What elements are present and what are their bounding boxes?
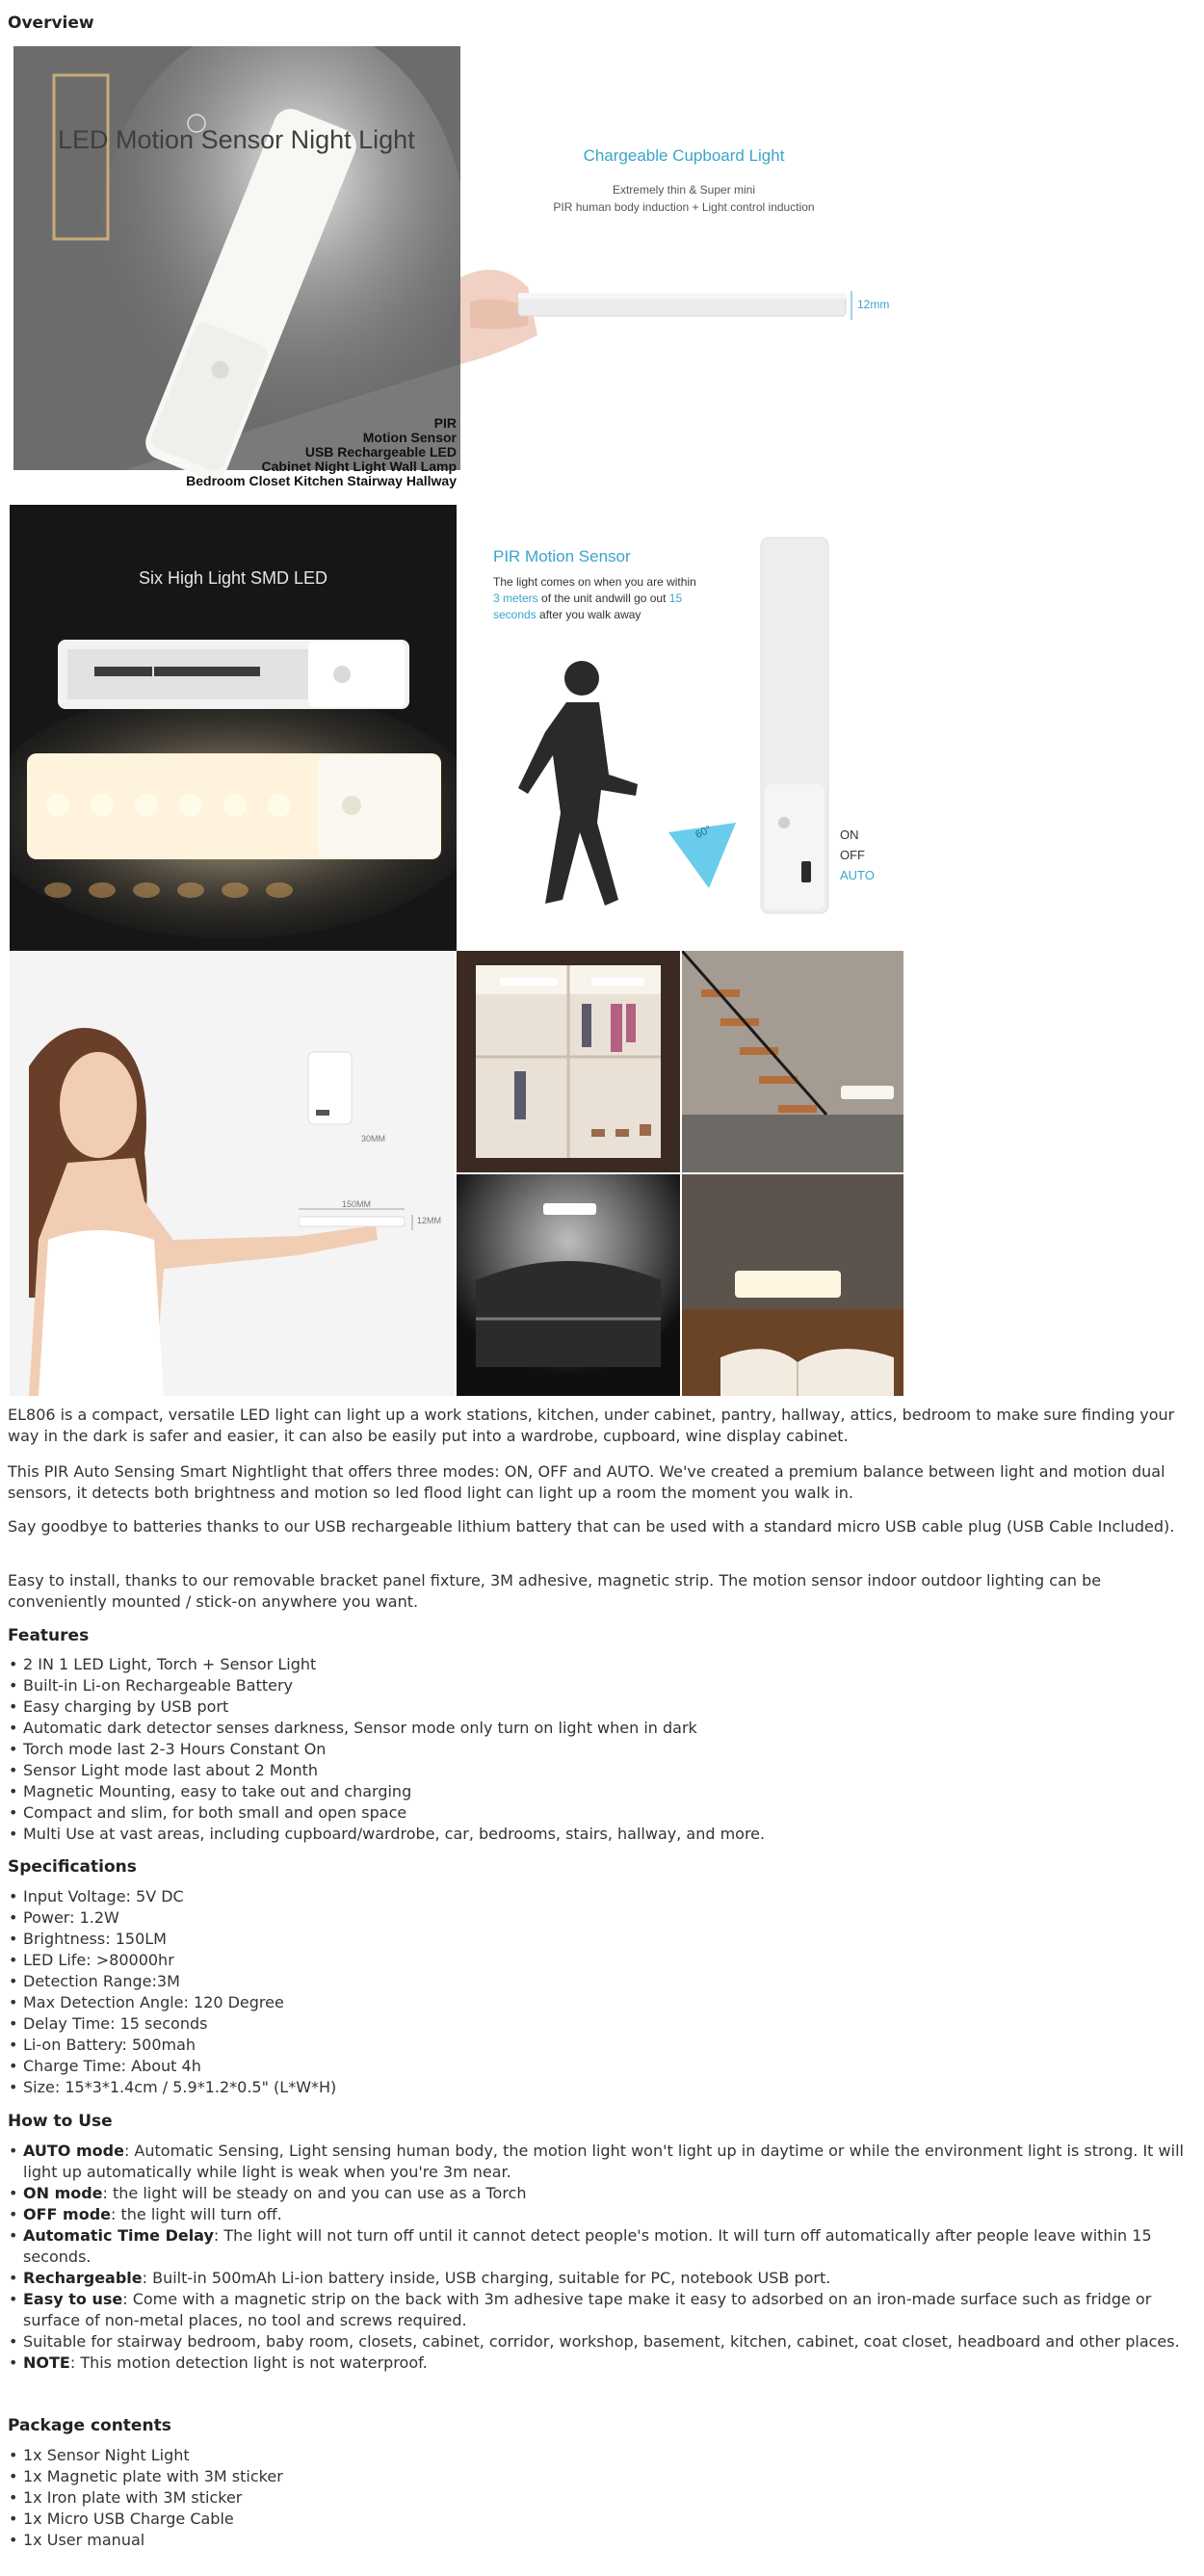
product-image-car-trunk [457, 1174, 680, 1396]
howto-item-text: : This motion detection light is not waterproof. [69, 2353, 428, 2372]
list-item: • Li-on Battery: 500mah [8, 2035, 1188, 2056]
img1-caption: Bedroom Closet Kitchen Stairway Hallway [186, 473, 457, 488]
list-item [8, 2289, 1188, 2331]
howto-item-text: : the light will be steady on and you can use as a Torch [102, 2184, 527, 2202]
howto-list [8, 2141, 1188, 2374]
img4-text-highlight: seconds [493, 608, 537, 621]
howto-item-text: : Built-in 500mAh Li-ion battery inside, USB charging, suitable for PC, notebook USB port. [142, 2269, 831, 2287]
list-item: • Magnetic Mounting, easy to take out and charging [8, 1781, 1188, 1802]
img2-line2: PIR human body induction + Light control induction [553, 200, 815, 214]
package-heading: Package contents [8, 2416, 171, 2435]
list-item: • Automatic dark detector senses darkness, Sensor mode only turn on light when in dark [8, 1718, 1188, 1739]
img4-switch-auto: AUTO [840, 868, 875, 882]
list-item: • Max Detection Angle: 120 Degree [8, 1992, 1188, 2013]
img4-title: PIR Motion Sensor [493, 547, 631, 565]
list-item [8, 2331, 1188, 2353]
img5-dim-height: 12MM [417, 1216, 442, 1225]
list-item: • Built-in Li-on Rechargeable Battery [8, 1675, 1188, 1696]
img1-caption: USB Rechargeable LED [304, 444, 457, 460]
howto-item-text: : The light will not turn off until it cannot detect people's motion. It will turn off automatically after people leave within 15 seconds. [23, 2226, 1152, 2266]
list-item: • 1x Magnetic plate with 3M sticker [8, 2466, 1188, 2487]
list-item: • Power: 1.2W [8, 1907, 1188, 1929]
list-item: • 1x Iron plate with 3M sticker [8, 2487, 1188, 2509]
img5-dim-length: 150MM [342, 1199, 372, 1209]
img4-text: of the unit andwill go out [537, 591, 669, 605]
img4-text: after you walk away [536, 608, 641, 621]
list-item: • Brightness: 150LM [8, 1929, 1188, 1950]
list-item: • Detection Range:3M [8, 1971, 1188, 1992]
list-item [8, 2141, 1188, 2183]
howto-item-text: Suitable for stairway bedroom, baby room, closets, cabinet, corridor, workshop, basement, kitchen, cabinet, coat closet, headboard and other places. [23, 2332, 1180, 2351]
product-image-woman [10, 951, 455, 1396]
product-image-stairs [682, 951, 903, 1172]
specifications-list [8, 1886, 1188, 2098]
howto-item-label: Automatic Time Delay [23, 2226, 214, 2245]
howto-item-label: OFF mode [23, 2205, 111, 2223]
howto-item-label: Rechargeable [23, 2269, 143, 2287]
list-item: • Input Voltage: 5V DC [8, 1886, 1188, 1907]
img5-dim-top: 30MM [361, 1134, 386, 1143]
specifications-heading: Specifications [8, 1857, 137, 1877]
list-item: • Multi Use at vast areas, including cupboard/wardrobe, car, bedrooms, stairs, hallway, and more. [8, 1824, 1188, 1845]
intro-paragraph: EL806 is a compact, versatile LED light can light up a work stations, kitchen, under cabinet, pantry, hallway, attics, bedroom to make sure finding your way in the dark is safer and easier, it can also be easily put into a wardrobe, cupboard, wine display cabinet. [8, 1406, 1175, 1445]
intro-paragraph: Say goodbye to batteries thanks to our USB rechargeable lithium battery that can be used with a standard micro USB cable plug (USB Cable Included). [8, 1517, 1175, 1536]
features-list [8, 1654, 1188, 1845]
img2-line1: Extremely thin & Super mini [612, 183, 756, 197]
img1-caption: Cabinet Night Light Wall Lamp [261, 459, 457, 474]
product-image-cupboard-light [460, 46, 907, 505]
img1-caption: PIR [433, 415, 457, 431]
product-image-book [682, 1174, 903, 1396]
list-item [8, 2268, 1188, 2289]
list-item: • Size: 15*3*1.4cm / 5.9*1.2*0.5" (L*W*H) [8, 2077, 1188, 2098]
img2-title: Chargeable Cupboard Light [583, 146, 785, 165]
intro-paragraph: Easy to install, thanks to our removable bracket panel fixture, 3M adhesive, magnetic strip. The motion sensor indoor outdoor lighting can be conveniently mounted / stick-on anywhere you want. [8, 1571, 1102, 1611]
product-image-night-light [13, 46, 460, 505]
howto-item-label: ON mode [23, 2184, 103, 2202]
img4-angle: 60° [694, 824, 714, 841]
list-item: • 1x Sensor Night Light [8, 2445, 1188, 2466]
product-image-closet [457, 951, 680, 1172]
list-item: • Torch mode last 2-3 Hours Constant On [8, 1739, 1188, 1760]
howto-item-label: NOTE [23, 2353, 70, 2372]
howto-item-text: : the light will turn off. [111, 2205, 282, 2223]
img4-text-line: The light comes on when you are within [493, 575, 696, 589]
product-image-smd-led [10, 505, 457, 951]
features-heading: Features [8, 1626, 90, 1645]
img4-text-highlight: 3 meters [493, 591, 538, 605]
list-item: • 2 IN 1 LED Light, Torch + Sensor Light [8, 1654, 1188, 1675]
list-item [8, 2183, 1188, 2204]
intro-paragraph: This PIR Auto Sensing Smart Nightlight that offers three modes: ON, OFF and AUTO. We've created a premium balance between light and motion dual sensors, it detects both brightness and motion so led flood light can light up a room the moment you walk in. [8, 1462, 1165, 1502]
howto-item-text: : Come with a magnetic strip on the back with 3m adhesive tape make it easy to adsorbed on an iron-made surface such as fridge or surface of non-metal places, no tool and screws required. [23, 2290, 1152, 2329]
img3-title: Six High Light SMD LED [138, 568, 328, 588]
list-item: • 1x Micro USB Charge Cable [8, 2509, 1188, 2530]
img4-switch-off: OFF [840, 848, 865, 862]
list-item [8, 2353, 1188, 2374]
list-item: • 1x User manual [8, 2530, 1188, 2551]
overview-heading: Overview [8, 13, 94, 33]
howto-item-label: Easy to use [23, 2290, 123, 2308]
list-item: • LED Life: >80000hr [8, 1950, 1188, 1971]
list-item: • Sensor Light mode last about 2 Month [8, 1760, 1188, 1781]
howto-item-text: : Automatic Sensing, Light sensing human body, the motion light won't light up in daytime or while the environment light is strong. It will light up automatically while light is weak when you're 3m near. [23, 2142, 1184, 2181]
img1-caption: Motion Sensor [362, 430, 457, 445]
list-item [8, 2204, 1188, 2225]
package-list [8, 2445, 1188, 2551]
img4-text-highlight: 15 [668, 591, 683, 605]
howto-item-label: AUTO mode [23, 2142, 124, 2160]
img2-dimension: 12mm [857, 298, 890, 311]
list-item: • Easy charging by USB port [8, 1696, 1188, 1718]
list-item: • Delay Time: 15 seconds [8, 2013, 1188, 2035]
list-item [8, 2225, 1188, 2268]
howto-heading: How to Use [8, 2112, 113, 2131]
img1-title: LED Motion Sensor Night Light [58, 125, 415, 154]
list-item: • Charge Time: About 4h [8, 2056, 1188, 2077]
list-item: • Compact and slim, for both small and open space [8, 1802, 1188, 1824]
img4-switch-on: ON [840, 828, 859, 842]
product-image-pir-sensor [457, 505, 903, 951]
